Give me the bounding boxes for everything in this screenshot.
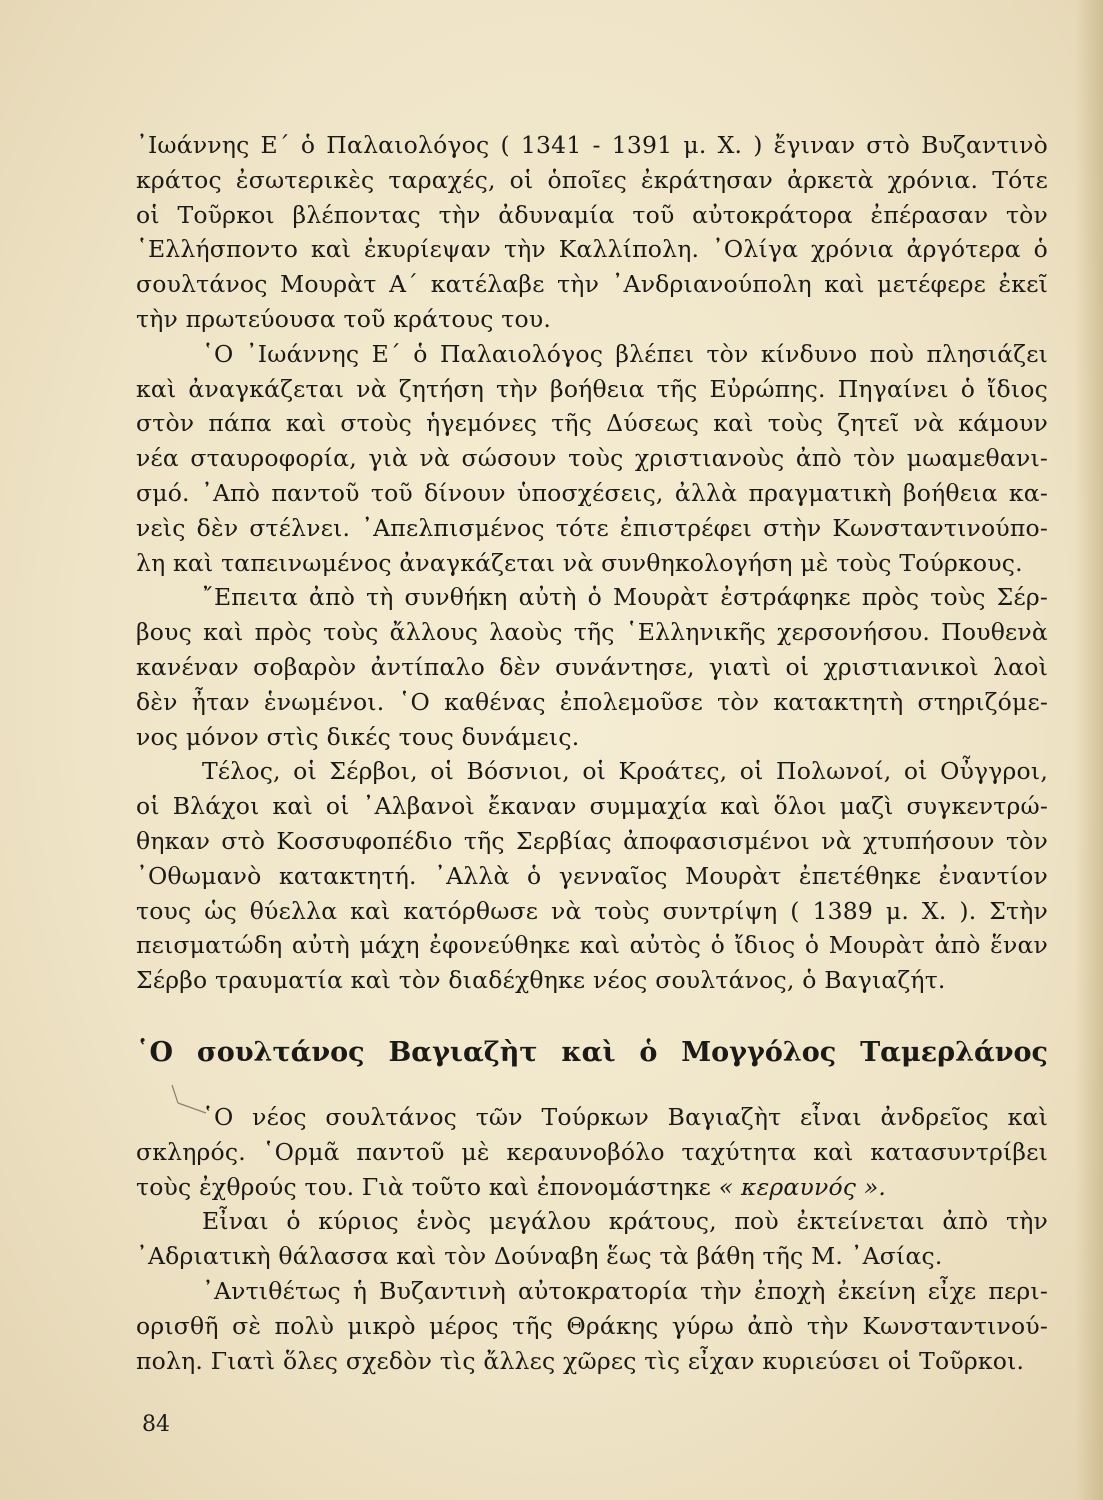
text-line: Εἶναι ὁ κύριος ἑνὸς μεγάλου κράτους, ποὺ ἐκτείνεται ἀπὸ τὴν [202, 1207, 1048, 1236]
text-line: ῾Ελλήσποντο καὶ ἐκυρίεψαν τὴν Καλλίπολη. ᾿Ολίγα χρόνια ἀργότερα ὁ [136, 235, 1048, 264]
text-line: Σέρβο τραυματία καὶ τὸν διαδέχθηκε νέος σουλτάνος, ὁ Βαγιαζήτ. [136, 966, 946, 995]
text-line: τὴν πρωτεύουσα τοῦ κράτους του. [136, 304, 551, 333]
text-line: λη καὶ ταπεινωμένος ἀναγκάζεται νὰ συνθηκολογήση μὲ τοὺς Τούρκους. [136, 548, 1023, 577]
text-line: καὶ ἀναγκάζεται νὰ ζητήση τὴν βοήθεια τῆς Εὐρώπης. Πηγαίνει ὁ ἴδιος [136, 374, 1048, 403]
paragraph-2 [136, 337, 1048, 581]
text-line: Τέλος, οἱ Σέρβοι, οἱ Βόσνιοι, οἱ Κροάτες, οἱ Πολωνοί, οἱ Οὖγγροι, [202, 757, 1048, 786]
text-line: κράτος ἐσωτερικὲς ταραχές, οἱ ὁποῖες ἐκράτησαν ἀρκετὰ χρόνια. Τότε [136, 165, 1048, 194]
text-line: ᾿Αντιθέτως ἡ Βυζαντινὴ αὐτοκρατορία τὴν ἐποχὴ ἐκείνη εἶχε περι- [202, 1276, 1048, 1305]
text-line: ορισθῆ σὲ πολὺ μικρὸ μέρος τῆς Θράκης γύρω ἀπὸ τὴν Κωνσταντινού- [136, 1311, 1048, 1340]
text-line: ᾿Αδριατικὴ θάλασσα καὶ τὸν Δούναβη ἕως τὰ βάθη τῆς Μ. ᾿Ασίας. [136, 1242, 943, 1271]
paragraph-4 [136, 754, 1048, 998]
text-line: σκληρός. ῾Ορμᾶ παντοῦ μὲ κεραυνοβόλο ταχύτητα καὶ κατασυντρίβει [136, 1137, 1048, 1166]
paragraph-7 [136, 1274, 1048, 1378]
text-line: οἱ Τοῦρκοι βλέποντας τὴν ἀδυναμία τοῦ αὐτοκράτορα ἐπέρασαν τὸν [136, 200, 1048, 229]
paragraph-5 [136, 1100, 1048, 1204]
text-line: νος μόνον στὶς δικές τους δυνάμεις. [136, 722, 580, 751]
page-number: 84 [142, 1412, 170, 1437]
text-line: πολη. Γιατὶ ὅλες σχεδὸν τὶς ἄλλες χῶρες τὶς εἶχαν κυριεύσει οἱ Τοῦρκοι. [136, 1346, 1025, 1375]
text-line: ῾Ο ᾿Ιωάννης Ε΄ ὁ Παλαιολόγος βλέπει τὸν κίνδυνο ποὺ πλησιάζει [202, 339, 1048, 368]
text-line: ᾿Οθωμανὸ κατακτητή. ᾿Αλλὰ ὁ γενναῖος Μουρὰτ ἐπετέθηκε ἐναντίον [136, 861, 1048, 890]
text-line: θηκαν στὸ Κοσσυφοπέδιο τῆς Σερβίας ἀποφασισμένοι νὰ χτυπήσουν τὸν [136, 826, 1048, 855]
text-line: κανέναν σοβαρὸν ἀντίπαλο δὲν συνάντησε, γιατὶ οἱ χριστιανικοὶ λαοὶ [136, 652, 1048, 681]
text-line: σμό. ᾿Απὸ παντοῦ τοῦ δίνουν ὑποσχέσεις, ἀλλὰ πραγματικὴ βοήθεια κα- [136, 478, 1048, 507]
page-edge-shadow [1075, 0, 1103, 1500]
paragraph-3 [136, 580, 1048, 754]
text-line: οἱ Βλάχοι καὶ οἱ ᾿Αλβανοὶ ἔκαναν συμμαχία καὶ ὅλοι μαζὶ συγκεντρώ- [136, 792, 1048, 821]
paragraph-6 [136, 1204, 1048, 1274]
text-line: νεὶς δὲν στέλνει. ᾿Απελπισμένος τότε ἐπιστρέφει στὴν Κωνσταντινούπο- [136, 513, 1048, 542]
text-line: ῎Επειτα ἀπὸ τὴ συνθήκη αὐτὴ ὁ Μουρὰτ ἐστράφηκε πρὸς τοὺς Σέρ- [202, 583, 1048, 612]
text-line: ᾿Ιωάννης Ε΄ ὁ Παλαιολόγος ( 1341 - 1391 μ. Χ. ) ἔγιναν στὸ Βυζαντινὸ [136, 131, 1048, 159]
text-line: δὲν ἦταν ἑνωμένοι. ῾Ο καθένας ἐπολεμοῦσε τὸν κατακτητὴ στηριζόμε- [136, 687, 1048, 716]
text-line: βους καὶ πρὸς τοὺς ἄλλους λαοὺς τῆς ῾Ελληνικῆς χερσονήσου. Πουθενὰ [136, 618, 1048, 647]
section-heading-wrap [136, 1033, 1048, 1073]
body-text-lower [136, 1100, 1048, 1378]
text-fragment: τοὺς ἐχθρούς του. Γιὰ τοῦτο καὶ ἐπονομάστηκε [136, 1172, 719, 1201]
section-heading: ῾Ο σουλτάνος Βαγιαζὴτ καὶ ὁ Μογγόλος Ταμερλάνος [136, 1037, 1048, 1068]
text-line: στὸν πάπα καὶ στοὺς ἡγεμόνες τῆς Δύσεως καὶ τοὺς ζητεῖ νὰ κάμουν [136, 409, 1048, 438]
text-line: τους ὡς θύελλα καὶ κατόρθωσε νὰ τοὺς συντρίψη ( 1389 μ. Χ. ). Στὴν [136, 896, 1048, 925]
text-line: νέα σταυροφορία, γιὰ νὰ σώσουν τοὺς χριστιανοὺς ἀπὸ τὸν μωαμεθανι- [136, 444, 1048, 473]
text-line: πεισματώδη αὐτὴ μάχη ἐφονεύθηκε καὶ αὐτὸς ὁ ἴδιος ὁ Μουρὰτ ἀπὸ ἕναν [136, 931, 1048, 960]
text-line: σουλτάνος Μουρὰτ Α΄ κατέλαβε τὴν ᾿Ανδριανούπολη καὶ μετέφερε ἐκεῖ [136, 270, 1048, 299]
text-line: ῾Ο νέος σουλτάνος τῶν Τούρκων Βαγιαζὴτ εἶναι ἀνδρεῖος καὶ [202, 1103, 1048, 1131]
text-line [136, 1170, 1048, 1205]
body-text-upper [136, 128, 1048, 998]
quoted-epithet: « κεραυνός ». [718, 1172, 887, 1201]
paragraph-1 [136, 128, 1048, 337]
